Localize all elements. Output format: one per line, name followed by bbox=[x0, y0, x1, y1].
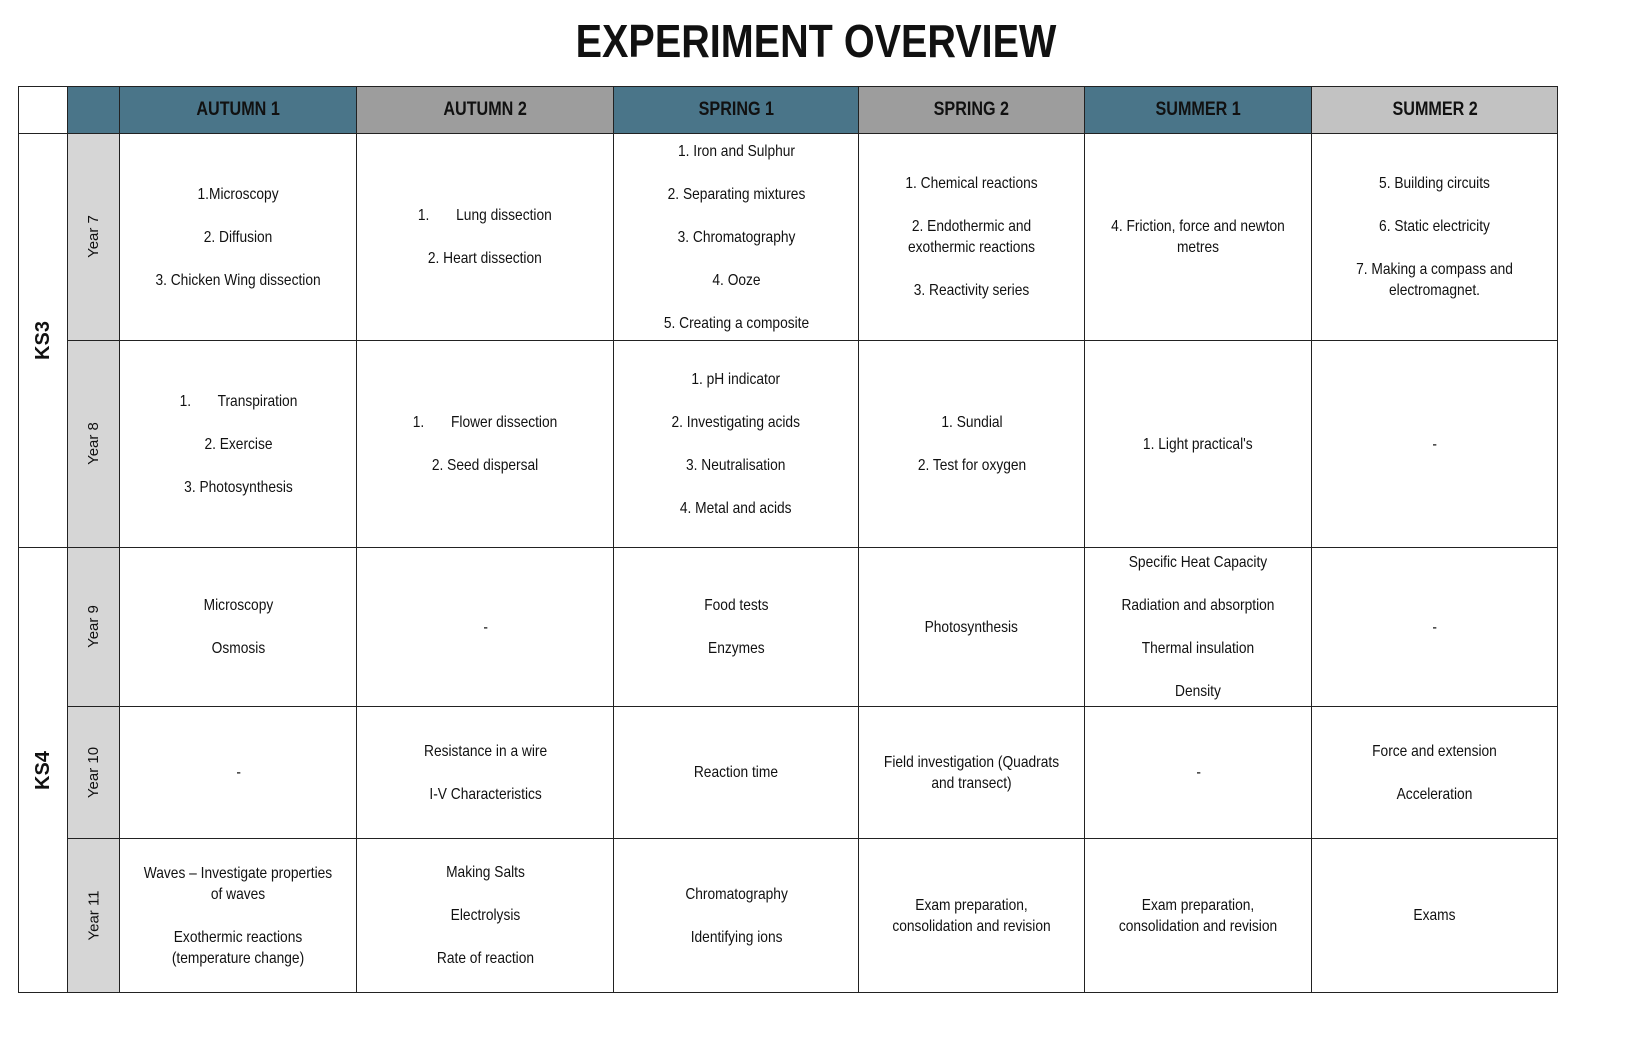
table-row bbox=[19, 134, 1558, 341]
experiment-cell bbox=[1312, 548, 1558, 707]
experiment-item: Chromatography bbox=[684, 885, 788, 903]
experiment-item: Exam preparation, consolidation and revision bbox=[892, 896, 1051, 935]
experiment-item: 3. Chicken Wing dissection bbox=[155, 271, 321, 289]
table-row bbox=[19, 839, 1558, 993]
experiment-item: 1. Iron and Sulphur bbox=[677, 142, 795, 160]
experiment-item: 7. Making a compass and electromagnet. bbox=[1356, 261, 1517, 299]
experiment-item: 4. Metal and acids bbox=[680, 500, 793, 517]
experiment-item: 3. Reactivity series bbox=[913, 282, 1030, 299]
experiment-item: Food tests bbox=[704, 597, 769, 614]
experiment-item: - bbox=[1195, 764, 1201, 781]
experiment-cell bbox=[614, 839, 859, 993]
experiment-item: 1. Chemical reactions bbox=[905, 175, 1038, 192]
experiment-item: Force and extension bbox=[1372, 742, 1498, 760]
experiment-item: 3. Photosynthesis bbox=[183, 478, 293, 496]
year-label: Year 10 bbox=[85, 746, 103, 798]
experiment-table bbox=[18, 86, 1558, 993]
experiment-item: Specific Heat Capacity bbox=[1128, 554, 1268, 571]
table-row bbox=[19, 707, 1558, 839]
experiment-item: Osmosis bbox=[211, 640, 265, 657]
experiment-item: 2. Diffusion bbox=[203, 228, 273, 246]
experiment-cell bbox=[120, 839, 357, 993]
experiment-cell bbox=[614, 341, 859, 548]
experiment-item: 3. Chromatography bbox=[677, 228, 796, 246]
experiment-item: 4. Friction, force and newton metres bbox=[1111, 218, 1289, 256]
experiment-item: - bbox=[482, 618, 488, 636]
experiment-item: 1.Microscopy bbox=[197, 185, 279, 203]
experiment-item: 1. pH indicator bbox=[691, 371, 781, 388]
experiment-cell bbox=[859, 707, 1085, 839]
experiment-cell bbox=[859, 341, 1085, 548]
experiment-cell bbox=[859, 839, 1085, 993]
year-label: Year 9 bbox=[85, 605, 103, 648]
experiment-cell bbox=[859, 548, 1085, 707]
experiment-item: Acceleration bbox=[1396, 785, 1473, 803]
experiment-item: Radiation and absorption bbox=[1121, 597, 1275, 614]
year-label-cell bbox=[68, 707, 120, 839]
table-row bbox=[19, 548, 1558, 707]
experiment-cell bbox=[357, 341, 614, 548]
year-label: Year 7 bbox=[85, 215, 103, 258]
experiment-item: 1. Lung dissection bbox=[418, 207, 553, 224]
experiment-item: 1. Light practical's bbox=[1143, 435, 1254, 453]
experiment-item: Electrolysis bbox=[450, 907, 520, 924]
corner-cell-year bbox=[68, 87, 120, 134]
experiment-item: 2. Test for oxygen bbox=[917, 457, 1026, 474]
experiment-item: Resistance in a wire bbox=[423, 742, 547, 760]
experiment-item: - bbox=[1432, 618, 1437, 636]
column-header-spring-2: SPRING 2 bbox=[859, 87, 1085, 134]
experiment-item: Exothermic reactions (temperature change) bbox=[172, 928, 307, 967]
experiment-item: 2. Investigating acids bbox=[671, 414, 801, 431]
experiment-cell bbox=[1085, 707, 1312, 839]
experiment-item: I-V Characteristics bbox=[428, 785, 542, 803]
year-label-cell bbox=[68, 134, 120, 341]
experiment-cell bbox=[357, 548, 614, 707]
experiment-item: 2. Heart dissection bbox=[428, 250, 543, 267]
experiment-cell bbox=[357, 134, 614, 341]
experiment-item: Microscopy bbox=[203, 597, 273, 614]
experiment-item: - bbox=[235, 764, 241, 781]
year-label: Year 11 bbox=[85, 889, 103, 941]
experiment-item: Field investigation (Quadrats and transect) bbox=[884, 753, 1064, 792]
experiment-cell bbox=[1312, 134, 1558, 341]
experiment-item: 2. Exercise bbox=[204, 435, 273, 453]
experiment-cell bbox=[1085, 839, 1312, 993]
experiment-cell bbox=[1085, 134, 1312, 341]
experiment-item: 2. Endothermic and exothermic reactions bbox=[908, 218, 1036, 256]
stage-label: KS4 bbox=[31, 750, 54, 790]
experiment-cell bbox=[357, 707, 614, 839]
experiment-cell bbox=[859, 134, 1085, 341]
column-header-autumn-1: AUTUMN 1 bbox=[120, 87, 357, 134]
experiment-item: Thermal insulation bbox=[1141, 640, 1255, 657]
experiment-cell bbox=[357, 839, 614, 993]
corner-cell bbox=[19, 87, 68, 134]
experiment-cell bbox=[120, 341, 357, 548]
experiment-item: - bbox=[1432, 435, 1437, 453]
stage-label-cell bbox=[19, 548, 68, 993]
year-label-cell bbox=[68, 839, 120, 993]
experiment-cell bbox=[120, 134, 357, 341]
column-header-autumn-2: AUTUMN 2 bbox=[357, 87, 614, 134]
experiment-item: 1. Flower dissection bbox=[412, 414, 558, 431]
experiment-item: Exam preparation, consolidation and revision bbox=[1118, 896, 1278, 935]
table-row bbox=[19, 341, 1558, 548]
experiment-cell bbox=[1312, 839, 1558, 993]
experiment-item: 5. Creating a composite bbox=[663, 314, 809, 332]
experiment-item: 1. Sundial bbox=[941, 414, 1003, 431]
header-row bbox=[19, 87, 1558, 134]
year-label-cell bbox=[68, 548, 120, 707]
experiment-item: Density bbox=[1175, 683, 1222, 700]
experiment-cell bbox=[1312, 707, 1558, 839]
column-header-spring-1: SPRING 1 bbox=[614, 87, 859, 134]
experiment-item: Identifying ions bbox=[690, 928, 783, 946]
experiment-cell bbox=[614, 134, 859, 341]
experiment-cell bbox=[120, 548, 357, 707]
experiment-item: 6. Static electricity bbox=[1379, 218, 1491, 235]
experiment-item: 5. Building circuits bbox=[1379, 175, 1491, 192]
experiment-cell bbox=[1312, 341, 1558, 548]
experiment-item: 2. Separating mixtures bbox=[667, 185, 805, 203]
stage-label: KS3 bbox=[31, 321, 54, 360]
experiment-item: 4. Ooze bbox=[712, 271, 761, 289]
experiment-cell bbox=[614, 707, 859, 839]
experiment-cell bbox=[120, 707, 357, 839]
experiment-item: Enzymes bbox=[707, 640, 765, 657]
column-header-summer-1: SUMMER 1 bbox=[1085, 87, 1312, 134]
column-header-summer-2: SUMMER 2 bbox=[1312, 87, 1558, 134]
experiment-item: Waves – Investigate properties of waves bbox=[143, 864, 337, 903]
experiment-cell bbox=[614, 548, 859, 707]
experiment-item: Making Salts bbox=[445, 864, 525, 881]
page-title: EXPERIMENT OVERVIEW bbox=[575, 15, 1057, 67]
experiment-item: Rate of reaction bbox=[436, 950, 534, 967]
experiment-item: 1. Transpiration bbox=[179, 392, 298, 410]
year-label-cell bbox=[68, 341, 120, 548]
stage-label-cell bbox=[19, 134, 68, 548]
experiment-cell bbox=[1085, 341, 1312, 548]
experiment-item: Exams bbox=[1413, 907, 1456, 924]
experiment-item: 3. Neutralisation bbox=[686, 457, 786, 474]
experiment-cell bbox=[1085, 548, 1312, 707]
experiment-item: 2. Seed dispersal bbox=[431, 457, 539, 474]
experiment-item: Reaction time bbox=[694, 764, 779, 781]
experiment-item: Photosynthesis bbox=[925, 618, 1019, 636]
year-label: Year 8 bbox=[85, 422, 103, 465]
